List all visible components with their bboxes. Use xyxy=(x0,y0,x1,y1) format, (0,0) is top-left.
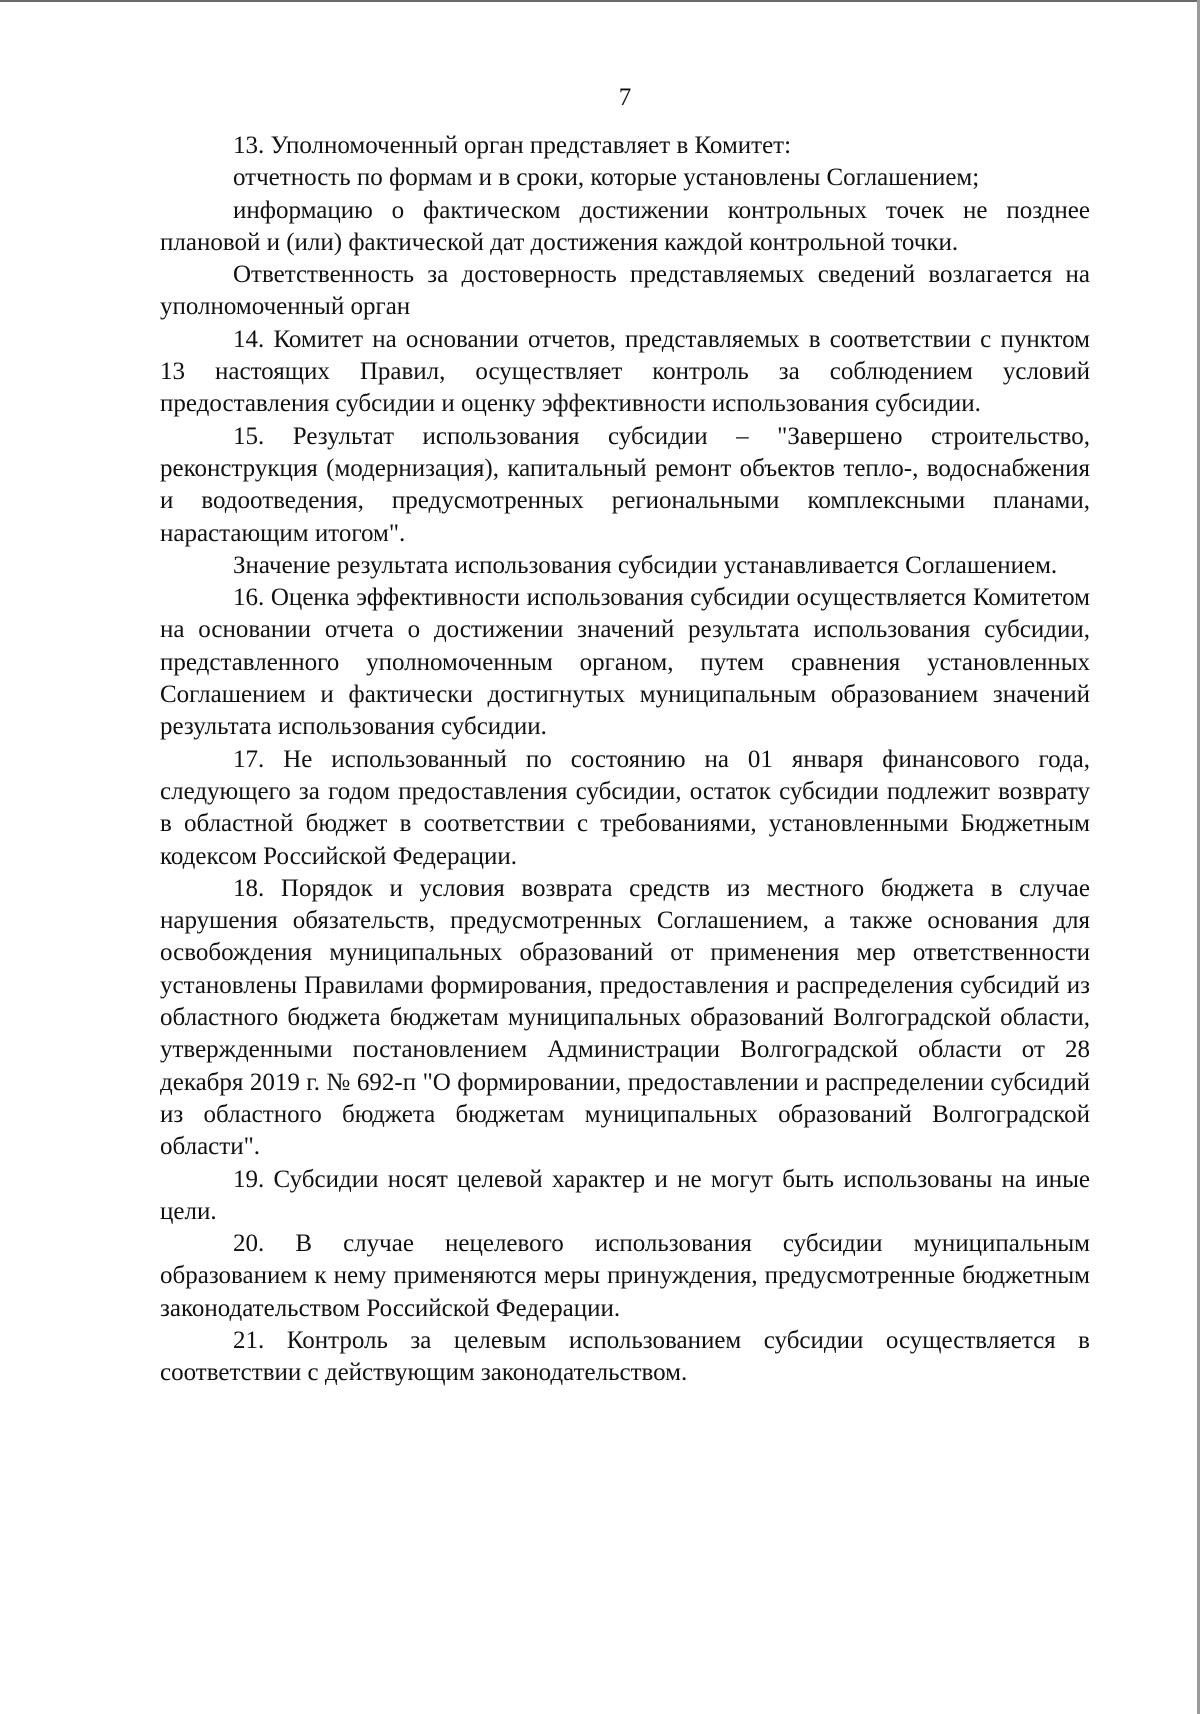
paragraph-15: 15. Результат использования субсидии – "Завершено строительство, реконструкция (модернизация), капитальный ремонт объектов тепло-, водоснабжения и водоотведения, предусмотренных региональными комплексными планами, нарастающим итогом". xyxy=(160,422,1090,547)
paragraph-14: 14. Комитет на основании отчетов, представляемых в соответствии с пунктом 13 настоящих Правил, осуществляет контроль за соблюдением условий предоставления субсидии и оценку эффективности использования субсидии. xyxy=(160,325,1090,418)
paragraph-17: 17. Не использованный по состоянию на 01 января финансового года, следующего за годом предоставления субсидии, остаток субсидии подлежит возврату в областной бюджет в соответствии с требованиями, установленными Бюджетным кодексом Российской Федерации. xyxy=(160,745,1090,870)
paragraph-13-checkpoints: информацию о фактическом достижении контрольных точек не позднее плановой и (или) фактической дат достижения каждой контрольной точки. xyxy=(160,196,1090,256)
scan-top-edge xyxy=(0,0,1200,2)
paragraph-16: 16. Оценка эффективности использования субсидии осуществляется Комитетом на основании отчета о достижении значений результата использования субсидии, представленного уполномоченным органом, путем сравнения установленных Соглашением и фактически достигнутых муниципальным образованием значений результата использования субсидии. xyxy=(160,584,1090,741)
paragraph-13-responsibility: Ответственность за достоверность представляемых сведений возлагается на уполномоченный орган xyxy=(160,261,1090,321)
paragraph-18: 18. Порядок и условия возврата средств из местного бюджета в случае нарушения обязательств, предусмотренных Соглашением, а также основания для освобождения муниципальных образований от применения мер ответственности установлены Правилами формирования, предоставления и распределения субсидий из областного бюджета бюджетам муниципальных образований Волгоградской области, утвержденными постановлением Администрации Волгоградской области от 28 декабря 2019 г. № 692-п "О формировании, предоставлении и распределении субсидий из областного бюджета бюджетам муниципальных образований Волгоградской области". xyxy=(160,874,1090,1161)
paragraph-21: 21. Контроль за целевым использованием субсидии осуществляется в соответствии с действующим законодательством. xyxy=(160,1326,1090,1387)
paragraph-15-value: Значение результата использования субсидии устанавливается Соглашением. xyxy=(233,551,1058,579)
paragraph-13-reporting: отчетность по формам и в сроки, которые установлены Соглашением; xyxy=(233,164,980,192)
page-number: 7 xyxy=(618,84,632,111)
paragraph-19: 19. Субсидии носят целевой характер и не могут быть использованы на иные цели. xyxy=(160,1165,1090,1225)
paragraph-13-intro: 13. Уполномоченный орган представляет в Комитет: xyxy=(233,132,792,159)
paragraph-20: 20. В случае нецелевого использования субсидии муниципальным образованием к нему применяются меры принуждения, предусмотренные бюджетным законодательством Российской Федерации. xyxy=(160,1230,1090,1322)
document-page xyxy=(160,82,1090,1390)
